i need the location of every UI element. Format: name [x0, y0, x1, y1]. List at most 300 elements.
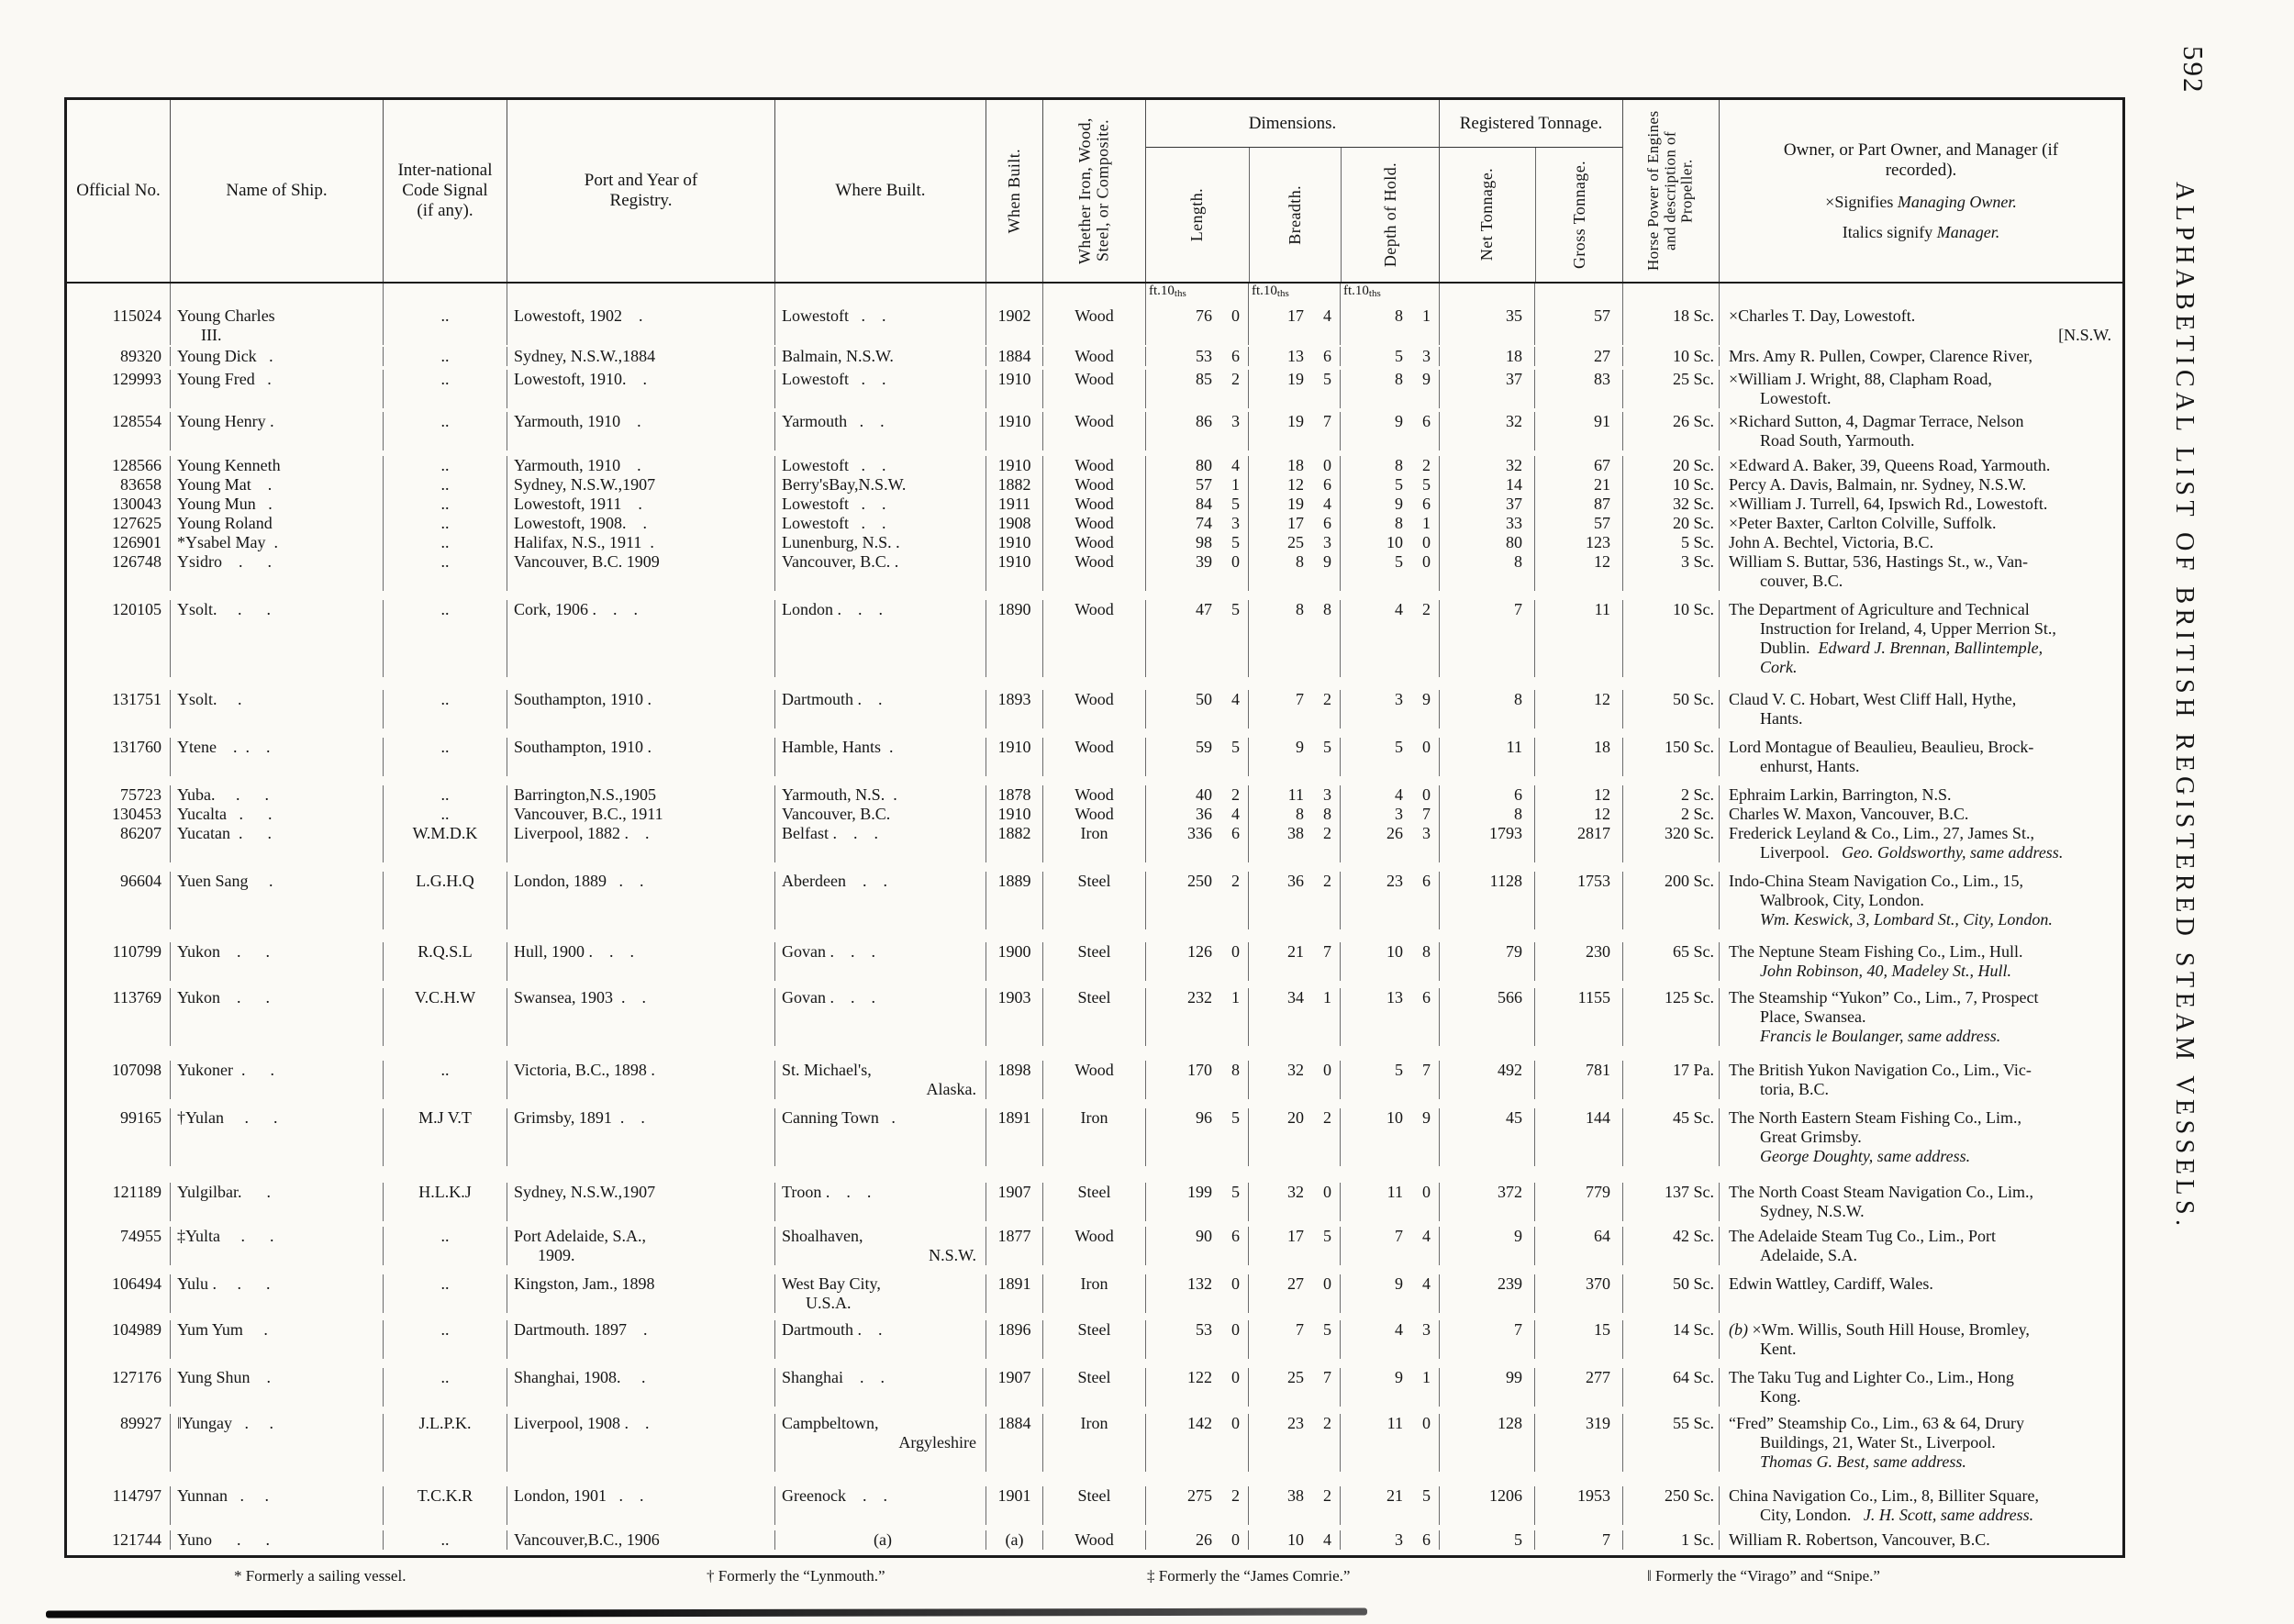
- cell-port-registry: [507, 412, 774, 450]
- text-line: ×Edward A. Baker, 39, Queens Road, Yarmouth.: [1729, 456, 2051, 474]
- text-line: Southampton, 1910 .: [514, 738, 652, 756]
- cell-official-no: 104989: [112, 1320, 161, 1339]
- cell-port-registry: [507, 306, 774, 345]
- feet-value: 10: [1386, 1108, 1403, 1127]
- cell-gross-tonnage: 12: [1534, 552, 1622, 591]
- text-line: The Taku Tug and Lighter Co., Lim., Hong: [1729, 1368, 2014, 1386]
- table-row: [67, 306, 2122, 345]
- cell-when-built: 1889: [986, 872, 1042, 929]
- table-row: [67, 1108, 2122, 1166]
- cell-gross-tonnage: 11: [1534, 600, 1622, 677]
- text-line: William R. Robertson, Vancouver, B.C.: [1729, 1530, 1990, 1549]
- cell-horse-power: 20 Sc.: [1622, 514, 1719, 533]
- cell-net-tonnage: 99: [1439, 1368, 1534, 1407]
- text-line: Cork.: [1760, 658, 1798, 676]
- cell-code-signal: J.L.P.K.: [383, 1414, 507, 1472]
- tenths-value: 0: [1323, 1274, 1331, 1293]
- text-line: Yung Shun .: [177, 1368, 272, 1386]
- feet-value: 12: [1287, 475, 1304, 494]
- tenths-value: 1: [1323, 988, 1331, 1007]
- dimensions-subheaders: [1146, 148, 1439, 282]
- text-line: Dartmouth . .: [782, 690, 883, 708]
- tonnage-group-title: Registered Tonnage.: [1440, 100, 1622, 148]
- tenths-value: 2: [1323, 1108, 1331, 1127]
- col-header-when-built: [986, 100, 1042, 282]
- cell-code-signal: ..: [383, 495, 507, 514]
- text-line: John A. Bechtel, Victoria, B.C.: [1729, 533, 1934, 551]
- cell-bre: [1248, 1414, 1340, 1472]
- tenths-value: 4: [1323, 495, 1331, 513]
- cell-ship-name: [170, 456, 383, 475]
- feet-value: 10: [1287, 1530, 1304, 1549]
- tenths-value: 4: [1422, 1274, 1431, 1293]
- text-line: Young Henry .: [177, 412, 274, 430]
- cell-when-built: 1898: [986, 1061, 1042, 1099]
- text-line: Sydney, N.S.W.,1907: [514, 1183, 656, 1201]
- feet-value: 25: [1287, 533, 1304, 551]
- text-line: Berry'sBay,N.S.W.: [782, 475, 907, 494]
- feet-value: 8: [1395, 514, 1403, 532]
- cell-official-no: 130043: [112, 495, 161, 513]
- cell-port-registry: [507, 600, 774, 677]
- cell-ship-name: [170, 514, 383, 533]
- cell-material: Wood: [1042, 412, 1145, 450]
- tenths-value: 5: [1231, 1183, 1240, 1201]
- cell-gross-tonnage: 1953: [1534, 1486, 1622, 1525]
- cell-len: [1145, 1061, 1248, 1099]
- cell-dep: [1340, 1108, 1439, 1166]
- col-header-where-built: [774, 100, 986, 282]
- tenths-value: 8: [1422, 942, 1431, 961]
- cell-horse-power: 17 Pa.: [1622, 1061, 1719, 1099]
- text-line: Hamble, Hants .: [782, 738, 894, 756]
- text-line: N.S.W.: [929, 1246, 976, 1264]
- cell-gross-tonnage: 18: [1534, 738, 1622, 776]
- cell-bre: [1248, 872, 1340, 929]
- text-line: Francis le Boulanger, same address.: [1760, 1027, 2001, 1045]
- cell-net-tonnage: 6: [1439, 785, 1534, 805]
- cell-material: Wood: [1042, 1530, 1145, 1550]
- text-line: Barrington,N.S.,1905: [514, 785, 656, 804]
- text-line: Argyleshire: [898, 1433, 976, 1452]
- cell-net-tonnage: 33: [1439, 514, 1534, 533]
- cell-where-built: [774, 1108, 986, 1166]
- cell-horse-power: 45 Sc.: [1622, 1108, 1719, 1166]
- text-line: Young Charles: [177, 306, 275, 325]
- table-row: [67, 533, 2122, 552]
- feet-value: 5: [1395, 347, 1403, 365]
- cell-dep: [1340, 1274, 1439, 1313]
- text-line: London, 1901 . .: [514, 1486, 644, 1505]
- cell-owner: [1719, 1486, 2122, 1525]
- text-line: 1909.: [538, 1246, 575, 1264]
- text-line: Vancouver, B.C. 1909: [514, 552, 660, 571]
- table-row: [67, 988, 2122, 1046]
- cell-ship-name: [170, 1368, 383, 1407]
- cell-bre: [1248, 1274, 1340, 1313]
- col-header-label: Net Tonnage.: [1477, 168, 1497, 261]
- cell-official-no: 121744: [112, 1530, 161, 1549]
- text-line: U.S.A.: [806, 1294, 852, 1312]
- cell-len: [1145, 872, 1248, 929]
- cell-bre: [1248, 495, 1340, 514]
- feet-value: 85: [1196, 370, 1212, 388]
- cell-where-built: [774, 1227, 986, 1265]
- text-line: Ysolt. . .: [177, 600, 272, 618]
- ship-register-table: [64, 97, 2125, 1558]
- cell-net-tonnage: 32: [1439, 412, 1534, 450]
- cell-port-registry: [507, 1414, 774, 1472]
- cell-official-no: 130453: [112, 805, 161, 823]
- cell-when-built: 1907: [986, 1183, 1042, 1221]
- cell-when-built: 1910: [986, 533, 1042, 552]
- cell-dep: [1340, 1227, 1439, 1265]
- tenths-value: 6: [1422, 988, 1431, 1007]
- text-line: (a): [874, 1530, 892, 1549]
- col-group-dimensions: [1145, 100, 1439, 282]
- owner-header-note-manager: [1843, 223, 1999, 242]
- cell-bre: [1248, 1108, 1340, 1166]
- cell-when-built: 1890: [986, 600, 1042, 677]
- text-line: Edwin Wattley, Cardiff, Wales.: [1729, 1274, 1933, 1293]
- tenths-value: 2: [1422, 600, 1431, 618]
- cell-dep: [1340, 1486, 1439, 1525]
- cell-dep: [1340, 1061, 1439, 1099]
- dimension-units-row: [67, 284, 2122, 306]
- cell-len: [1145, 306, 1248, 345]
- text-line: Vancouver, B.C.: [782, 805, 891, 823]
- cell-when-built: 1910: [986, 412, 1042, 450]
- text-line: toria, B.C.: [1760, 1080, 1829, 1098]
- tenths-value: 6: [1422, 872, 1431, 890]
- footnote-lynmouth: † Formerly the “Lynmouth.”: [707, 1567, 885, 1585]
- tenths-value: 4: [1323, 306, 1331, 325]
- tenths-value: 3: [1422, 824, 1431, 842]
- tenths-value: 1: [1422, 514, 1431, 532]
- cell-owner: [1719, 456, 2122, 475]
- text-line: Dartmouth. 1897 .: [514, 1320, 648, 1339]
- table-row: [67, 475, 2122, 495]
- cell-when-built: 1907: [986, 1368, 1042, 1407]
- cell-official-no: 96604: [120, 872, 161, 890]
- feet-value: 3: [1395, 1530, 1403, 1549]
- cell-port-registry: [507, 475, 774, 495]
- tenths-value: 0: [1231, 1368, 1240, 1386]
- cell-len: [1145, 1320, 1248, 1359]
- table-row: [67, 738, 2122, 776]
- cell-len: [1145, 347, 1248, 366]
- text-line: Ytene . . .: [177, 738, 271, 756]
- cell-code-signal: ..: [383, 514, 507, 533]
- feet-value: 13: [1386, 988, 1403, 1007]
- text-line: Balmain, N.S.W.: [782, 347, 894, 365]
- cell-material: Wood: [1042, 533, 1145, 552]
- feet-value: 50: [1196, 690, 1212, 708]
- feet-value: 98: [1196, 533, 1212, 551]
- cell-ship-name: [170, 533, 383, 552]
- tenths-value: 5: [1323, 738, 1331, 756]
- text-line: Shanghai . .: [782, 1368, 885, 1386]
- cell-len: [1145, 495, 1248, 514]
- cell-bre: [1248, 1227, 1340, 1265]
- feet-value: 9: [1395, 1368, 1403, 1386]
- cell-gross-tonnage: 144: [1534, 1108, 1622, 1166]
- feet-value: 84: [1196, 495, 1212, 513]
- cell-owner: [1719, 785, 2122, 805]
- text-line: [1729, 1506, 2119, 1525]
- tenths-value: 0: [1323, 456, 1331, 474]
- cell-owner: [1719, 988, 2122, 1046]
- feet-value: 10: [1386, 533, 1403, 551]
- cell-ship-name: [170, 495, 383, 514]
- cell-official-no: 106494: [112, 1274, 161, 1293]
- units-spacer: [1042, 284, 1145, 306]
- note-text-italic: Managing Owner.: [1897, 193, 2017, 212]
- text-line: The Steamship “Yukon” Co., Lim., 7, Prospect: [1729, 988, 2039, 1007]
- text-line: Lowestoft . .: [782, 456, 886, 474]
- tenths-value: 6: [1422, 412, 1431, 430]
- tenths-value: 3: [1231, 412, 1240, 430]
- tenths-value: 2: [1323, 824, 1331, 842]
- text-line: ×Richard Sutton, 4, Dagmar Terrace, Nelson: [1729, 412, 2024, 430]
- cell-gross-tonnage: 91: [1534, 412, 1622, 450]
- cell-when-built: 1884: [986, 347, 1042, 366]
- feet-value: 19: [1287, 495, 1304, 513]
- cell-where-built: [774, 495, 986, 514]
- cell-len: [1145, 1108, 1248, 1166]
- cell-when-built: 1877: [986, 1227, 1042, 1265]
- text-segment: Liverpool.: [1760, 843, 1842, 862]
- tenths-value: 3: [1422, 347, 1431, 365]
- feet-value: 8: [1395, 306, 1403, 325]
- feet-value: 86: [1196, 412, 1212, 430]
- text-line: Young Mun .: [177, 495, 273, 513]
- cell-ship-name: [170, 347, 383, 366]
- cell-owner: [1719, 533, 2122, 552]
- cell-dep: [1340, 1414, 1439, 1472]
- cell-owner: [1719, 690, 2122, 729]
- cell-port-registry: [507, 552, 774, 591]
- table-row: [67, 600, 2122, 677]
- cell-material: Wood: [1042, 690, 1145, 729]
- cell-material: Wood: [1042, 1227, 1145, 1265]
- tonnage-subheaders: [1440, 148, 1622, 282]
- text-line: Govan . . .: [782, 942, 875, 961]
- text-line: Adelaide, S.A.: [1760, 1246, 1857, 1264]
- feet-value: 19: [1287, 412, 1304, 430]
- cell-code-signal: ..: [383, 1227, 507, 1265]
- tenths-value: 2: [1323, 1486, 1331, 1505]
- table-row: [67, 347, 2122, 366]
- cell-code-signal: ..: [383, 347, 507, 366]
- cell-gross-tonnage: 7: [1534, 1530, 1622, 1550]
- text-line: [1729, 843, 2119, 862]
- cell-owner: [1719, 412, 2122, 450]
- cell-where-built: [774, 552, 986, 591]
- page-number: 592: [2177, 46, 2210, 95]
- text-line: Liverpool, 1882 . .: [514, 824, 650, 842]
- cell-horse-power: 10 Sc.: [1622, 600, 1719, 677]
- feet-value: 132: [1187, 1274, 1212, 1293]
- unit-text: ft.10: [1252, 284, 1277, 298]
- text-line: Kong.: [1760, 1387, 1801, 1406]
- cell-dep: [1340, 347, 1439, 366]
- cell-gross-tonnage: 123: [1534, 533, 1622, 552]
- table-row: [67, 805, 2122, 824]
- cell-len: [1145, 942, 1248, 981]
- length-unit-label: [1145, 284, 1248, 306]
- cell-where-built: [774, 942, 986, 981]
- cell-where-built: [774, 738, 986, 776]
- text-line: [1729, 639, 2119, 658]
- cell-net-tonnage: 7: [1439, 1320, 1534, 1359]
- tenths-value: 0: [1231, 1320, 1240, 1339]
- cell-when-built: 1893: [986, 690, 1042, 729]
- col-header-ship-name: [170, 100, 383, 282]
- cell-len: [1145, 1486, 1248, 1525]
- cell-dep: [1340, 738, 1439, 776]
- cell-horse-power: 50 Sc.: [1622, 1274, 1719, 1313]
- text-line: Ysolt. .: [177, 690, 242, 708]
- cell-len: [1145, 1530, 1248, 1550]
- text-line: *Ysabel May .: [177, 533, 278, 551]
- feet-value: 8: [1395, 370, 1403, 388]
- cell-ship-name: [170, 738, 383, 776]
- page-content: [64, 97, 2125, 1617]
- cell-ship-name: [170, 1486, 383, 1525]
- cell-official-no: 107098: [112, 1061, 161, 1079]
- cell-ship-name: [170, 1227, 383, 1265]
- tenths-value: 6: [1323, 514, 1331, 532]
- text-line: Troon . . .: [782, 1183, 872, 1201]
- tenths-value: 2: [1231, 872, 1240, 890]
- cell-owner: [1719, 514, 2122, 533]
- cell-ship-name: [170, 805, 383, 824]
- tenths-value: 7: [1323, 1368, 1331, 1386]
- cell-port-registry: [507, 456, 774, 475]
- text-line: Yulu . . .: [177, 1274, 271, 1293]
- table-row: [67, 1530, 2122, 1550]
- cell-material: Steel: [1042, 1320, 1145, 1359]
- cell-official-no: 131751: [112, 690, 161, 708]
- text-line: Frederick Leyland & Co., Lim., 27, James St.,: [1729, 824, 2034, 842]
- text-line: Vancouver, B.C., 1911: [514, 805, 663, 823]
- cell-dep: [1340, 785, 1439, 805]
- text-segment: (b): [1729, 1320, 1753, 1339]
- table-row: [67, 370, 2122, 408]
- cell-where-built: [774, 306, 986, 345]
- cell-net-tonnage: 18: [1439, 347, 1534, 366]
- text-line: Yuba. . .: [177, 785, 269, 804]
- cell-material: Wood: [1042, 495, 1145, 514]
- text-line: Sydney, N.S.W.,1907: [514, 475, 656, 494]
- col-header-label: Inter-national Code Signal (if any).: [397, 161, 493, 220]
- cell-owner: [1719, 1414, 2122, 1472]
- cell-net-tonnage: 14: [1439, 475, 1534, 495]
- feet-value: 4: [1395, 785, 1403, 804]
- tenths-value: 4: [1231, 690, 1240, 708]
- feet-value: 17: [1287, 1227, 1304, 1245]
- tenths-value: 5: [1323, 1227, 1331, 1245]
- cell-official-no: 121189: [112, 1183, 161, 1201]
- feet-value: 8: [1296, 600, 1304, 618]
- table-row: [67, 1274, 2122, 1313]
- cell-material: Steel: [1042, 1368, 1145, 1407]
- cell-where-built: [774, 1061, 986, 1099]
- cell-net-tonnage: 8: [1439, 690, 1534, 729]
- text-line: The Neptune Steam Fishing Co., Lim., Hull.: [1729, 942, 2023, 961]
- cell-horse-power: 20 Sc.: [1622, 456, 1719, 475]
- text-line: Hants.: [1760, 709, 1803, 728]
- feet-value: 336: [1187, 824, 1212, 842]
- col-header-owner: [1719, 100, 2122, 282]
- cell-official-no: 126901: [112, 533, 161, 551]
- cell-net-tonnage: 7: [1439, 600, 1534, 677]
- text-line: Great Grimsby.: [1760, 1128, 1862, 1146]
- feet-value: 9: [1395, 412, 1403, 430]
- cell-bre: [1248, 805, 1340, 824]
- cell-code-signal: H.L.K.J: [383, 1183, 507, 1221]
- tenths-value: 6: [1231, 824, 1240, 842]
- cell-bre: [1248, 552, 1340, 591]
- tenths-value: 9: [1422, 370, 1431, 388]
- text-line: Yarmouth, 1910 .: [514, 456, 641, 474]
- text-line: Hull, 1900 . . .: [514, 942, 635, 961]
- text-line: Instruction for Ireland, 4, Upper Merrion St.,: [1760, 619, 2056, 638]
- feet-value: 170: [1187, 1061, 1212, 1079]
- feet-value: 36: [1287, 872, 1304, 890]
- text-line: Ysidro . .: [177, 552, 272, 571]
- cell-when-built: 1878: [986, 785, 1042, 805]
- tenths-value: 5: [1422, 1486, 1431, 1505]
- units-spacer: [1719, 284, 2122, 306]
- text-line: Grimsby, 1891 . .: [514, 1108, 645, 1127]
- text-line: West Bay City,: [782, 1274, 881, 1293]
- tenths-value: 0: [1231, 942, 1240, 961]
- text-line: ‖Yungay . .: [177, 1414, 274, 1432]
- text-line: Charles W. Maxon, Vancouver, B.C.: [1729, 805, 1969, 823]
- cell-code-signal: ..: [383, 1274, 507, 1313]
- cell-where-built: [774, 514, 986, 533]
- cell-horse-power: 64 Sc.: [1622, 1368, 1719, 1407]
- cell-bre: [1248, 785, 1340, 805]
- text-line: Lowestoft . .: [782, 370, 886, 388]
- cell-when-built: 1891: [986, 1274, 1042, 1313]
- cell-gross-tonnage: 779: [1534, 1183, 1622, 1221]
- cell-material: Wood: [1042, 738, 1145, 776]
- cell-gross-tonnage: 27: [1534, 347, 1622, 366]
- tenths-value: 0: [1231, 306, 1240, 325]
- text-line: Buildings, 21, Water St., Liverpool.: [1760, 1433, 1996, 1452]
- cell-gross-tonnage: 370: [1534, 1274, 1622, 1313]
- units-spacer: [507, 284, 774, 306]
- feet-value: 17: [1287, 306, 1304, 325]
- cell-where-built: [774, 805, 986, 824]
- cell-port-registry: [507, 1368, 774, 1407]
- cell-port-registry: [507, 805, 774, 824]
- text-line: Place, Swansea.: [1760, 1007, 1866, 1026]
- cell-official-no: 83658: [120, 475, 161, 494]
- cell-len: [1145, 690, 1248, 729]
- tenths-value: 4: [1323, 1530, 1331, 1549]
- text-line: couver, B.C.: [1760, 572, 1843, 590]
- cell-dep: [1340, 475, 1439, 495]
- col-header-label: Length.: [1187, 187, 1207, 242]
- cell-net-tonnage: 79: [1439, 942, 1534, 981]
- cell-owner: [1719, 1227, 2122, 1265]
- cell-where-built: [774, 1368, 986, 1407]
- cell-horse-power: 3 Sc.: [1622, 552, 1719, 591]
